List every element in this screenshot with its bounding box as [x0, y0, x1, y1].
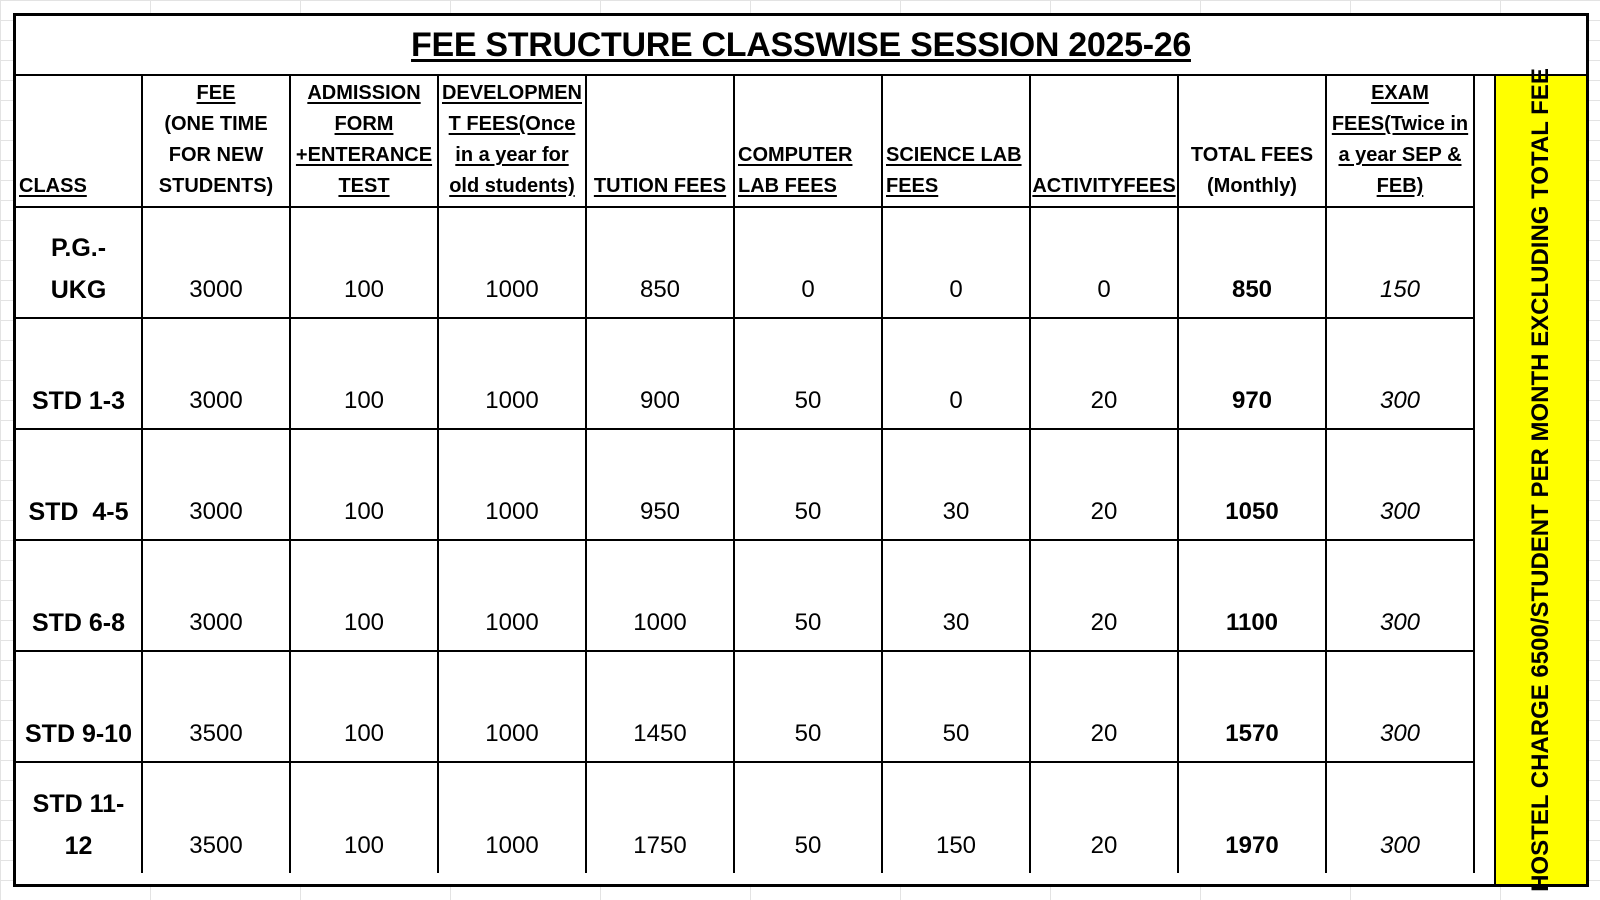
header-line: ADMISSION: [307, 82, 421, 104]
activity-cell: 20: [1030, 762, 1178, 873]
activity-cell: 20: [1030, 429, 1178, 540]
class-line: 12: [64, 832, 93, 860]
computer-lab-cell: 50: [734, 429, 882, 540]
header-line: FEE: [196, 82, 236, 104]
table-row: [16, 540, 1474, 651]
class-cell: STD 6-8: [16, 540, 142, 651]
class-line: UKG: [50, 276, 107, 304]
activity-cell: 0: [1030, 207, 1178, 318]
exam-cell: 300: [1326, 429, 1474, 540]
header-line: a year SEP &: [1338, 144, 1462, 166]
header-line: LAB FEES: [738, 175, 837, 197]
activity-cell: 20: [1030, 540, 1178, 651]
title-row: [16, 16, 1586, 76]
class-cell: STD 4-5: [16, 429, 142, 540]
header-class: [16, 76, 142, 207]
admission-cell: 100: [290, 540, 438, 651]
header-line: old students): [449, 175, 575, 197]
table-row: [16, 651, 1474, 762]
science-lab-cell: 0: [882, 207, 1030, 318]
total-cell: 1050: [1178, 429, 1326, 540]
total-cell: 1100: [1178, 540, 1326, 651]
computer-lab-cell: 50: [734, 651, 882, 762]
header-line: TEST: [338, 175, 390, 197]
table-row: [16, 429, 1474, 540]
table-row: [16, 207, 1474, 318]
header-line: in a year for: [455, 144, 569, 166]
science-lab-cell: 30: [882, 429, 1030, 540]
header-line: FORM: [334, 113, 394, 135]
hostel-note-text: HOSTEL CHARGE 6500/STUDENT PER MONTH EXCLUDING TOTAL FEE: [1527, 68, 1554, 892]
header-line: STUDENTS): [158, 175, 274, 197]
header-science-lab: [882, 76, 1030, 207]
tuition-cell: 1000: [586, 540, 734, 651]
header-total: [1178, 76, 1326, 207]
total-cell: 1570: [1178, 651, 1326, 762]
total-cell: 850: [1178, 207, 1326, 318]
tuition-cell: 1450: [586, 651, 734, 762]
science-lab-cell: 150: [882, 762, 1030, 873]
science-lab-cell: 0: [882, 318, 1030, 429]
admission-cell: 100: [290, 429, 438, 540]
fee-table: [16, 76, 1475, 873]
header-computer-lab: [734, 76, 882, 207]
table-row: [16, 762, 1474, 873]
hostel-note-banner: [1494, 68, 1586, 892]
header-line: T FEES(Once: [448, 113, 576, 135]
header-line: +ENTERANCE: [295, 144, 433, 166]
class-line: P.G.-: [50, 234, 107, 262]
exam-cell: 150: [1326, 207, 1474, 318]
development-cell: 1000: [438, 318, 586, 429]
header-line: (ONE TIME: [164, 113, 268, 135]
exam-cell: 300: [1326, 540, 1474, 651]
header-line: EXAM: [1371, 82, 1429, 104]
table-row: [16, 318, 1474, 429]
one-time-fee-cell: 3500: [142, 651, 290, 762]
class-cell: STD 1-3: [16, 318, 142, 429]
tuition-cell: 900: [586, 318, 734, 429]
development-cell: 1000: [438, 651, 586, 762]
tuition-cell: 1750: [586, 762, 734, 873]
computer-lab-cell-selected[interactable]: 50: [734, 540, 882, 651]
exam-cell: 300: [1326, 318, 1474, 429]
header-line: (Monthly): [1207, 175, 1297, 197]
admission-cell: 100: [290, 762, 438, 873]
header-line: TOTAL FEES: [1190, 144, 1314, 166]
page-title: FEE STRUCTURE CLASSWISE SESSION 2025-26: [411, 25, 1191, 64]
header-exam: [1326, 76, 1474, 207]
header-one-time-fee: [142, 76, 290, 207]
one-time-fee-cell: 3000: [142, 207, 290, 318]
science-lab-cell: 30: [882, 540, 1030, 651]
admission-cell: 100: [290, 651, 438, 762]
class-cell: [16, 207, 142, 318]
class-line: STD 11-: [32, 790, 125, 818]
admission-cell: 100: [290, 207, 438, 318]
header-line: FEES: [886, 175, 939, 197]
header-line: TUTION FEES: [593, 175, 727, 197]
header-activity: [1030, 76, 1178, 207]
computer-lab-cell: 0: [734, 207, 882, 318]
tuition-cell: 950: [586, 429, 734, 540]
fee-structure-sheet: [13, 13, 1589, 892]
header-line: SCIENCE LAB: [886, 144, 1022, 166]
header-line: FEB): [1376, 175, 1424, 197]
development-cell: 1000: [438, 429, 586, 540]
exam-cell: 300: [1326, 651, 1474, 762]
one-time-fee-cell: 3000: [142, 540, 290, 651]
development-cell: 1000: [438, 762, 586, 873]
one-time-fee-cell: 3000: [142, 318, 290, 429]
activity-cell: 20: [1030, 651, 1178, 762]
class-cell: [16, 762, 142, 873]
header-line: ACTIVITYFEES: [1032, 175, 1176, 197]
header-row: [16, 76, 1474, 207]
science-lab-cell: 50: [882, 651, 1030, 762]
header-line: DEVELOPMEN: [441, 82, 583, 104]
one-time-fee-cell: 3500: [142, 762, 290, 873]
class-cell: STD 9-10: [16, 651, 142, 762]
header-development: [438, 76, 586, 207]
total-cell: 970: [1178, 318, 1326, 429]
tuition-cell: 850: [586, 207, 734, 318]
header-line: COMPUTER: [738, 144, 853, 166]
header-line: FOR NEW: [168, 144, 264, 166]
activity-cell: 20: [1030, 318, 1178, 429]
header-tuition: [586, 76, 734, 207]
development-cell: 1000: [438, 207, 586, 318]
header-line: FEES(Twice in: [1331, 113, 1469, 135]
admission-cell: 100: [290, 318, 438, 429]
one-time-fee-cell: 3000: [142, 429, 290, 540]
development-cell: 1000: [438, 540, 586, 651]
header-class-label: CLASS: [19, 175, 87, 197]
header-admission: [290, 76, 438, 207]
computer-lab-cell: 50: [734, 762, 882, 873]
total-cell: 1970: [1178, 762, 1326, 873]
exam-cell: 300: [1326, 762, 1474, 873]
computer-lab-cell: 50: [734, 318, 882, 429]
